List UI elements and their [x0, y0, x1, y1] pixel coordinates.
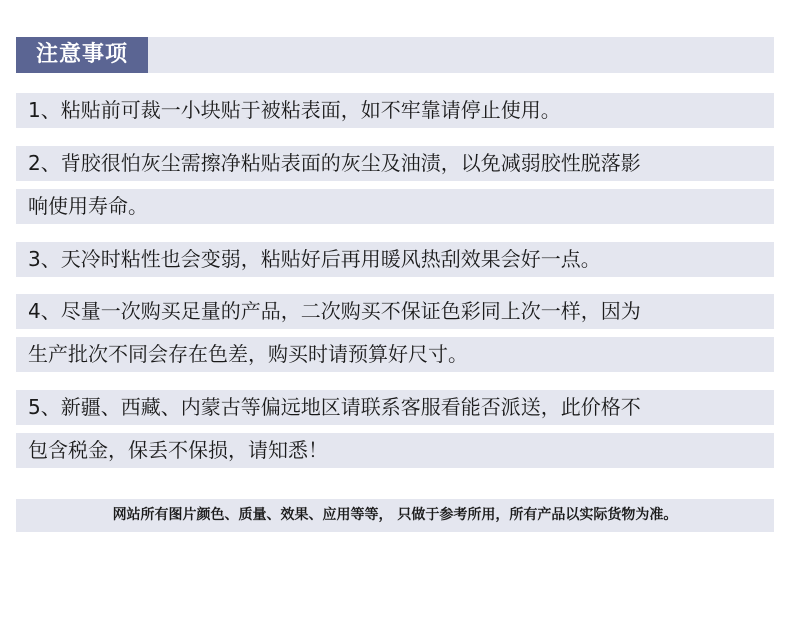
header-band — [16, 37, 774, 73]
note-2-line-1 — [16, 146, 774, 181]
note-2-text-2: 响使用寿命。 — [28, 194, 148, 218]
note-5-line-1 — [16, 390, 774, 425]
note-1-line-1 — [16, 93, 774, 128]
note-5-line-2 — [16, 433, 774, 468]
note-4-text-1: 4、尽量一次购买足量的产品，二次购买不保证色彩同上次一样，因为 — [28, 299, 641, 323]
note-3-text-1: 3、天冷时粘性也会变弱，粘贴好后再用暖风热刮效果会好一点。 — [28, 247, 601, 271]
note-4-text-2: 生产批次不同会存在色差，购买时请预算好尺寸。 — [28, 342, 468, 366]
footer-disclaimer: 网站所有图片颜色、质量、效果、应用等等， 只做于参考所用，所有产品以实际货物为准。 — [16, 499, 774, 532]
note-3-line-1 — [16, 242, 774, 277]
note-2-text-1: 2、背胶很怕灰尘需擦净粘贴表面的灰尘及油渍，以免减弱胶性脱落影 — [28, 151, 641, 175]
note-5-text-2: 包含税金，保丢不保损，请知悉！ — [28, 438, 328, 462]
note-1-text-1: 1、粘贴前可裁一小块贴于被粘表面，如不牢靠请停止使用。 — [28, 98, 561, 122]
note-4-line-2 — [16, 337, 774, 372]
note-5-text-1: 5、新疆、西藏、内蒙古等偏远地区请联系客服看能否派送，此价格不 — [28, 395, 641, 419]
note-2-line-2 — [16, 189, 774, 224]
page-title: 注意事项 — [16, 37, 148, 73]
note-4-line-1 — [16, 294, 774, 329]
